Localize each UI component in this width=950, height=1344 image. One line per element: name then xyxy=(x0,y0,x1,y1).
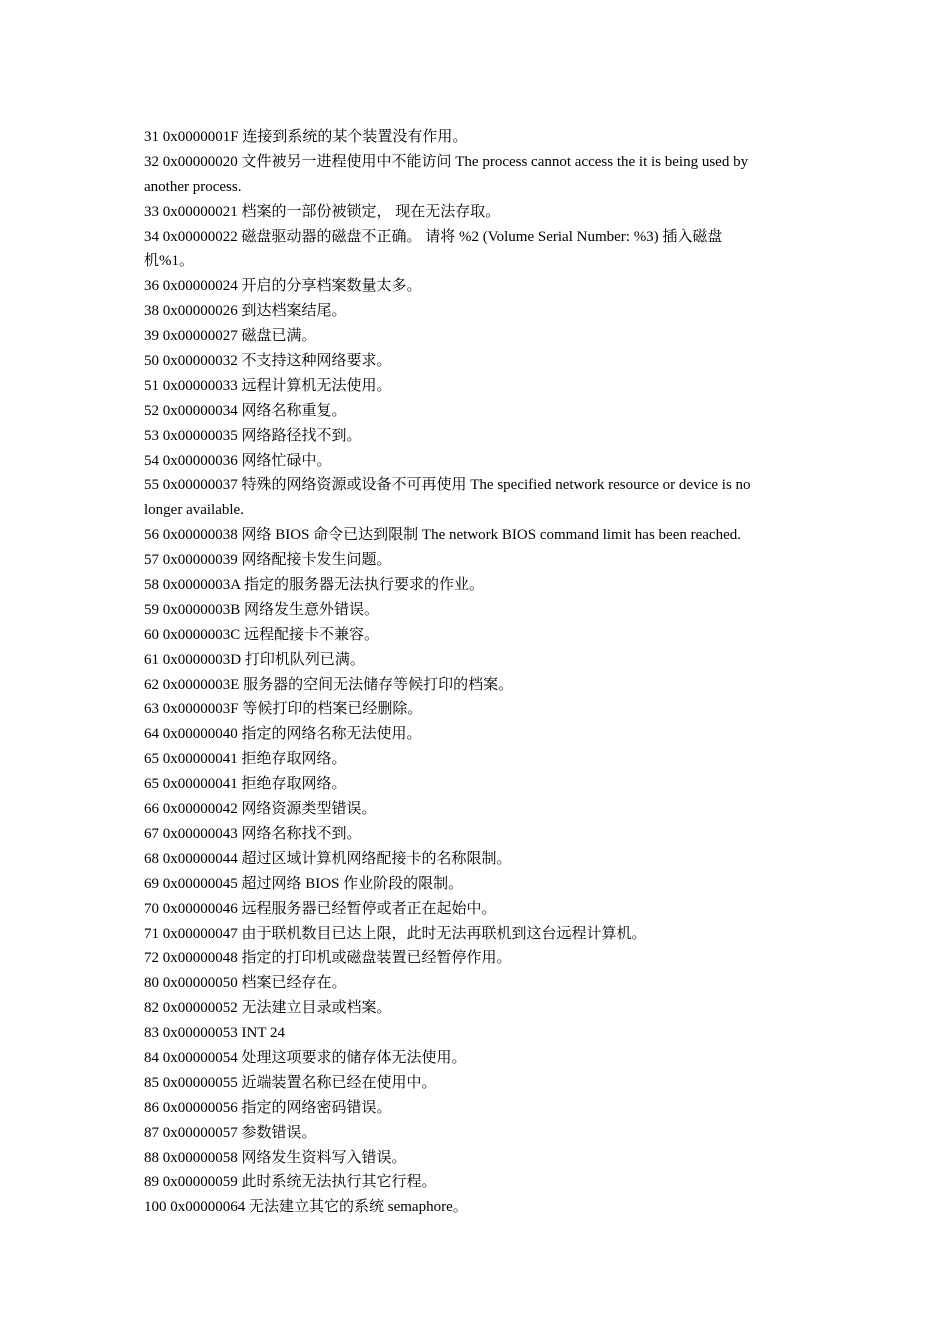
text-line: 87 0x00000057 参数错误。 xyxy=(144,1124,317,1141)
text-line: 85 0x00000055 近端装置名称已经在使用中。 xyxy=(144,1074,437,1091)
text-line: 机%1。 xyxy=(144,253,194,270)
text-line: 70 0x00000046 远程服务器已经暂停或者正在起始中。 xyxy=(144,900,497,917)
text-line: 89 0x00000059 此时系统无法执行其它行程。 xyxy=(144,1174,437,1191)
text-line: 86 0x00000056 指定的网络密码错误。 xyxy=(144,1099,392,1116)
text-line: 63 0x0000003F 等候打印的档案已经删除。 xyxy=(144,701,423,718)
text-line: longer available. xyxy=(144,502,244,519)
text-line: 80 0x00000050 档案已经存在。 xyxy=(144,975,347,992)
error-code-list xyxy=(144,125,794,1220)
text-line: 65 0x00000041 拒绝存取网络。 xyxy=(144,776,347,793)
text-line: 32 0x00000020 文件被另一进程使用中不能访问 The process cannot access the it is being used by xyxy=(144,153,749,170)
text-line: 39 0x00000027 磁盘已满。 xyxy=(144,328,317,345)
text-line: 58 0x0000003A 指定的服务器无法执行要求的作业。 xyxy=(144,577,485,594)
text-line: 53 0x00000035 网络路径找不到。 xyxy=(144,427,362,444)
text-line: 72 0x00000048 指定的打印机或磁盘装置已经暂停作用。 xyxy=(144,950,512,967)
text-line: 69 0x00000045 超过网络 BIOS 作业阶段的限制。 xyxy=(144,875,464,892)
text-line: 62 0x0000003E 服务器的空间无法储存等候打印的档案。 xyxy=(144,676,514,693)
text-line: 61 0x0000003D 打印机队列已满。 xyxy=(144,651,365,668)
text-line: 50 0x00000032 不支持这种网络要求。 xyxy=(144,353,392,370)
text-line: 84 0x00000054 处理这项要求的储存体无法使用。 xyxy=(144,1049,467,1066)
text-line: 59 0x0000003B 网络发生意外错误。 xyxy=(144,601,380,618)
text-line: 36 0x00000024 开启的分享档案数量太多。 xyxy=(144,278,422,295)
text-line: 100 0x00000064 无法建立其它的系统 semaphore。 xyxy=(144,1199,468,1216)
text-line: 34 0x00000022 磁盘驱动器的磁盘不正确。 请将 %2 (Volume Serial Number: %3) 插入磁盘 xyxy=(144,228,723,245)
text-line: 65 0x00000041 拒绝存取网络。 xyxy=(144,751,347,768)
text-line: 57 0x00000039 网络配接卡发生问题。 xyxy=(144,552,392,569)
text-line: 82 0x00000052 无法建立目录或档案。 xyxy=(144,1000,392,1017)
text-line: 55 0x00000037 特殊的网络资源或设备不可再使用 The specified network resource or device is no xyxy=(144,477,751,494)
text-line: 83 0x00000053 INT 24 xyxy=(144,1025,285,1042)
text-line: another process. xyxy=(144,178,242,195)
text-line: 56 0x00000038 网络 BIOS 命令已达到限制 The network BIOS command limit has been reached. xyxy=(144,527,741,544)
text-line: 88 0x00000058 网络发生资料写入错误。 xyxy=(144,1149,407,1166)
text-line: 71 0x00000047 由于联机数目已达上限，此时无法再联机到这台远程计算机。 xyxy=(144,925,647,942)
text-line: 60 0x0000003C 远程配接卡不兼容。 xyxy=(144,626,380,643)
text-line: 54 0x00000036 网络忙碌中。 xyxy=(144,452,332,469)
text-line: 64 0x00000040 指定的网络名称无法使用。 xyxy=(144,726,422,743)
text-line: 38 0x00000026 到达档案结尾。 xyxy=(144,303,347,320)
text-line: 68 0x00000044 超过区域计算机网络配接卡的名称限制。 xyxy=(144,850,512,867)
text-line: 51 0x00000033 远程计算机无法使用。 xyxy=(144,377,392,394)
text-line: 52 0x00000034 网络名称重复。 xyxy=(144,402,347,419)
text-line: 67 0x00000043 网络名称找不到。 xyxy=(144,825,362,842)
text-line: 66 0x00000042 网络资源类型错误。 xyxy=(144,801,377,818)
text-line: 33 0x00000021 档案的一部份被锁定， 现在无法存取。 xyxy=(144,203,501,220)
text-line: 31 0x0000001F 连接到系统的某个装置没有作用。 xyxy=(144,129,468,145)
